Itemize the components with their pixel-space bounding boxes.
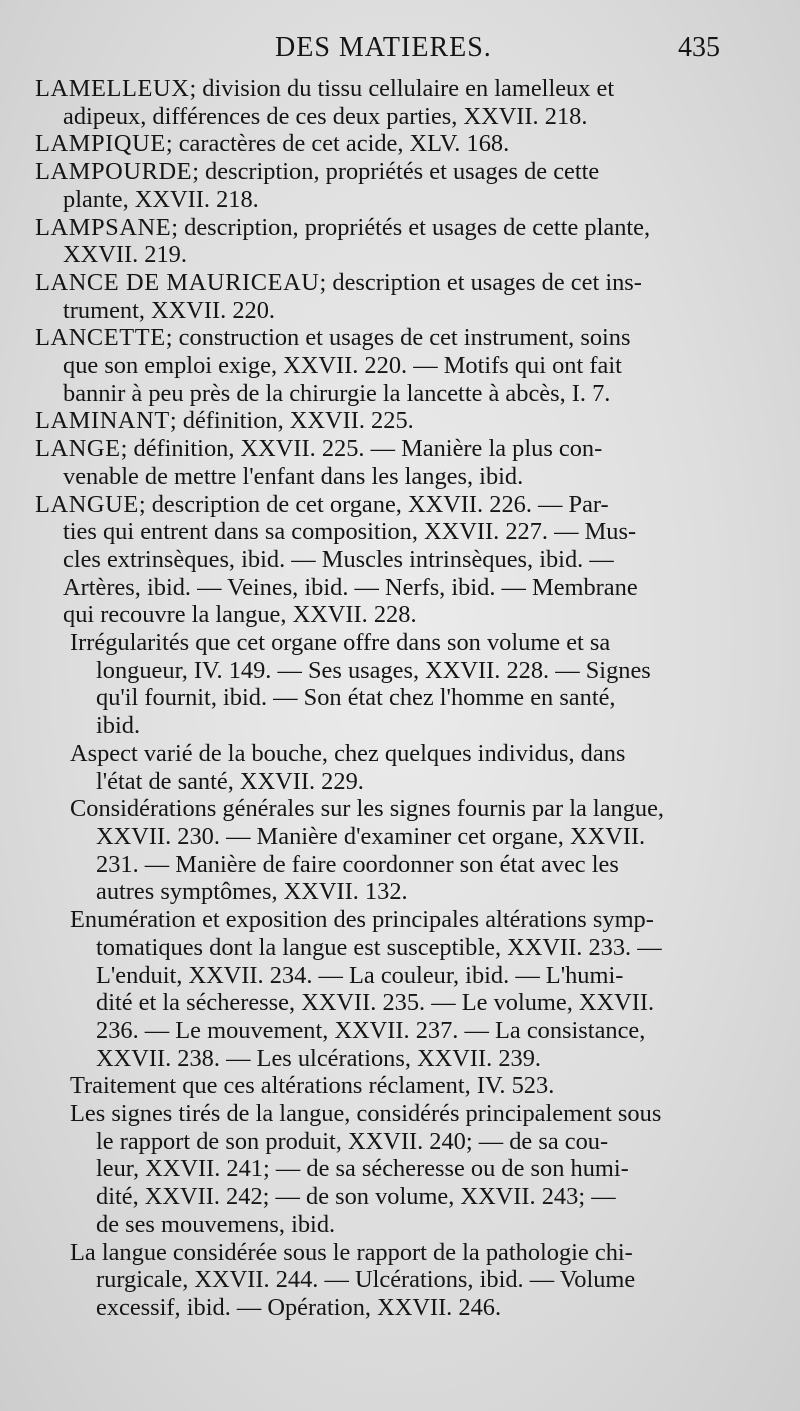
sub-line: qu'il fournit, ibid. — Son état chez l'homme en santé, [96, 684, 616, 712]
entry-line: venable de mettre l'enfant dans les langes, ibid. [63, 462, 524, 490]
entry-line: ; division du tissu cellulaire en lamelleux et [189, 75, 615, 102]
running-title: DES MATIERES. [275, 32, 492, 63]
entry-headword: LAMPSANE [35, 213, 172, 241]
sub-line: 231. — Manière de faire coordonner son état avec les [96, 850, 619, 878]
sub-line: dité et la sécheresse, XXVII. 235. — Le volume, XXVII. [96, 989, 655, 1017]
entry-line: que son emploi exige, XXVII. 220. — Motifs qui ont fait [63, 352, 622, 380]
entry-line: ; construction et usages de cet instrument, soins [165, 324, 631, 352]
index-entry [35, 435, 746, 490]
sub-line: 236. — Le mouvement, XXVII. 237. — La consistance, [96, 1016, 646, 1044]
sub-line: La langue considérée sous le rapport de la pathologie chi- [70, 1238, 633, 1266]
entry-headword: LAMPIQUE [35, 130, 166, 158]
sub-paragraph [38, 740, 746, 795]
index-entry [35, 130, 746, 158]
entry-line: trument, XXVII. 220. [63, 296, 276, 324]
sub-paragraph [38, 1100, 746, 1239]
index-entry [35, 268, 746, 324]
sub-line: Enumération et exposition des principales altérations symp- [70, 906, 654, 934]
entry-line: qui recouvre la langue, XXVII. 228. [63, 601, 417, 629]
sub-line: excessif, ibid. — Opération, XXVII. 246. [96, 1293, 502, 1321]
index-entry [35, 213, 746, 269]
entry-line: plante, XXVII. 218. [63, 185, 259, 213]
entry-line: ; description, propriétés et usages de cette [192, 158, 600, 186]
sub-paragraph [38, 1239, 746, 1322]
sub-paragraph [38, 795, 746, 906]
page-number: 435 [678, 32, 720, 63]
entry-line: cles extrinsèques, ibid. — Muscles intrinsèques, ibid. — [63, 545, 614, 573]
sub-line: le rapport de son produit, XXVII. 240; — de sa cou- [96, 1127, 609, 1155]
sub-line: ibid. [96, 712, 141, 740]
sub-line: Irrégularités que cet organe offre dans son volume et sa [70, 629, 611, 657]
sub-line: rurgicale, XXVII. 244. — Ulcérations, ibid. — Volume [96, 1266, 636, 1294]
sub-line: XXVII. 238. — Les ulcérations, XXVII. 239. [96, 1044, 542, 1072]
running-head [0, 32, 800, 72]
entry-line: ; description et usages de cet ins- [319, 268, 642, 296]
entry-headword: LAMPOURDE [35, 158, 193, 186]
sub-line: leur, XXVII. 241; — de sa sécheresse ou de son humi- [96, 1155, 629, 1183]
sub-paragraph [38, 1072, 746, 1100]
entry-line: ; définition, XXVII. 225. [169, 407, 414, 435]
index-body [35, 75, 746, 1322]
sub-line: Traitement que ces altérations réclament, IV. 523. [70, 1072, 555, 1100]
sub-line: Considérations générales sur les signes fournis par la langue, [70, 795, 665, 823]
index-entry [35, 490, 746, 630]
sub-line: XXVII. 230. — Manière d'examiner cet organe, XXVII. [96, 822, 646, 850]
entry-headword: LANCETTE [35, 324, 166, 352]
entry-line: Artères, ibid. — Veines, ibid. — Nerfs, ibid. — Membrane [63, 573, 638, 601]
sub-paragraph [38, 906, 746, 1072]
sub-line: l'état de santé, XXVII. 229. [96, 767, 364, 795]
index-entry [35, 75, 746, 130]
sub-paragraph [38, 629, 746, 740]
entry-headword: LANCE DE MAURICEAU [35, 268, 320, 296]
entry-line: ; caractères de cet acide, XLV. 168. [165, 130, 510, 158]
sub-line: dité, XXVII. 242; — de son volume, XXVII. 243; — [96, 1183, 616, 1211]
entry-line: ; définition, XXVII. 225. — Manière la plus con- [120, 435, 603, 463]
sub-line: longueur, IV. 149. — Ses usages, XXVII. 228. — Signes [96, 656, 651, 684]
entry-headword: LANGE [35, 435, 121, 463]
entry-headword: LAMINANT [35, 407, 170, 435]
entry-line: ties qui entrent dans sa composition, XXVII. 227. — Mus- [63, 518, 637, 546]
entry-line: bannir à peu près de la chirurgie la lancette à abcès, I. 7. [63, 379, 611, 407]
entry-headword: LAMELLEUX [35, 75, 190, 102]
entry-line: ; description de cet organe, XXVII. 226. — Par- [138, 490, 609, 518]
index-entry [35, 407, 746, 435]
index-entry [35, 324, 746, 407]
sub-line: Aspect varié de la bouche, chez quelques individus, dans [70, 739, 626, 767]
sub-line: L'enduit, XXVII. 234. — La couleur, ibid. — L'humi- [96, 961, 624, 989]
entry-line: XXVII. 219. [63, 241, 187, 269]
sub-line: Les signes tirés de la langue, considérés principalement sous [70, 1100, 662, 1128]
index-entry [35, 158, 746, 213]
entry-headword: LANGUE [35, 490, 139, 518]
sub-line: autres symptômes, XXVII. 132. [96, 878, 408, 906]
sub-line: de ses mouvemens, ibid. [96, 1210, 336, 1238]
entry-line: ; description, propriétés et usages de cette plante, [171, 213, 651, 241]
sub-line: tomatiques dont la langue est susceptible, XXVII. 233. — [96, 933, 662, 961]
entry-line: adipeux, différences de ces deux parties, XXVII. 218. [63, 102, 588, 130]
